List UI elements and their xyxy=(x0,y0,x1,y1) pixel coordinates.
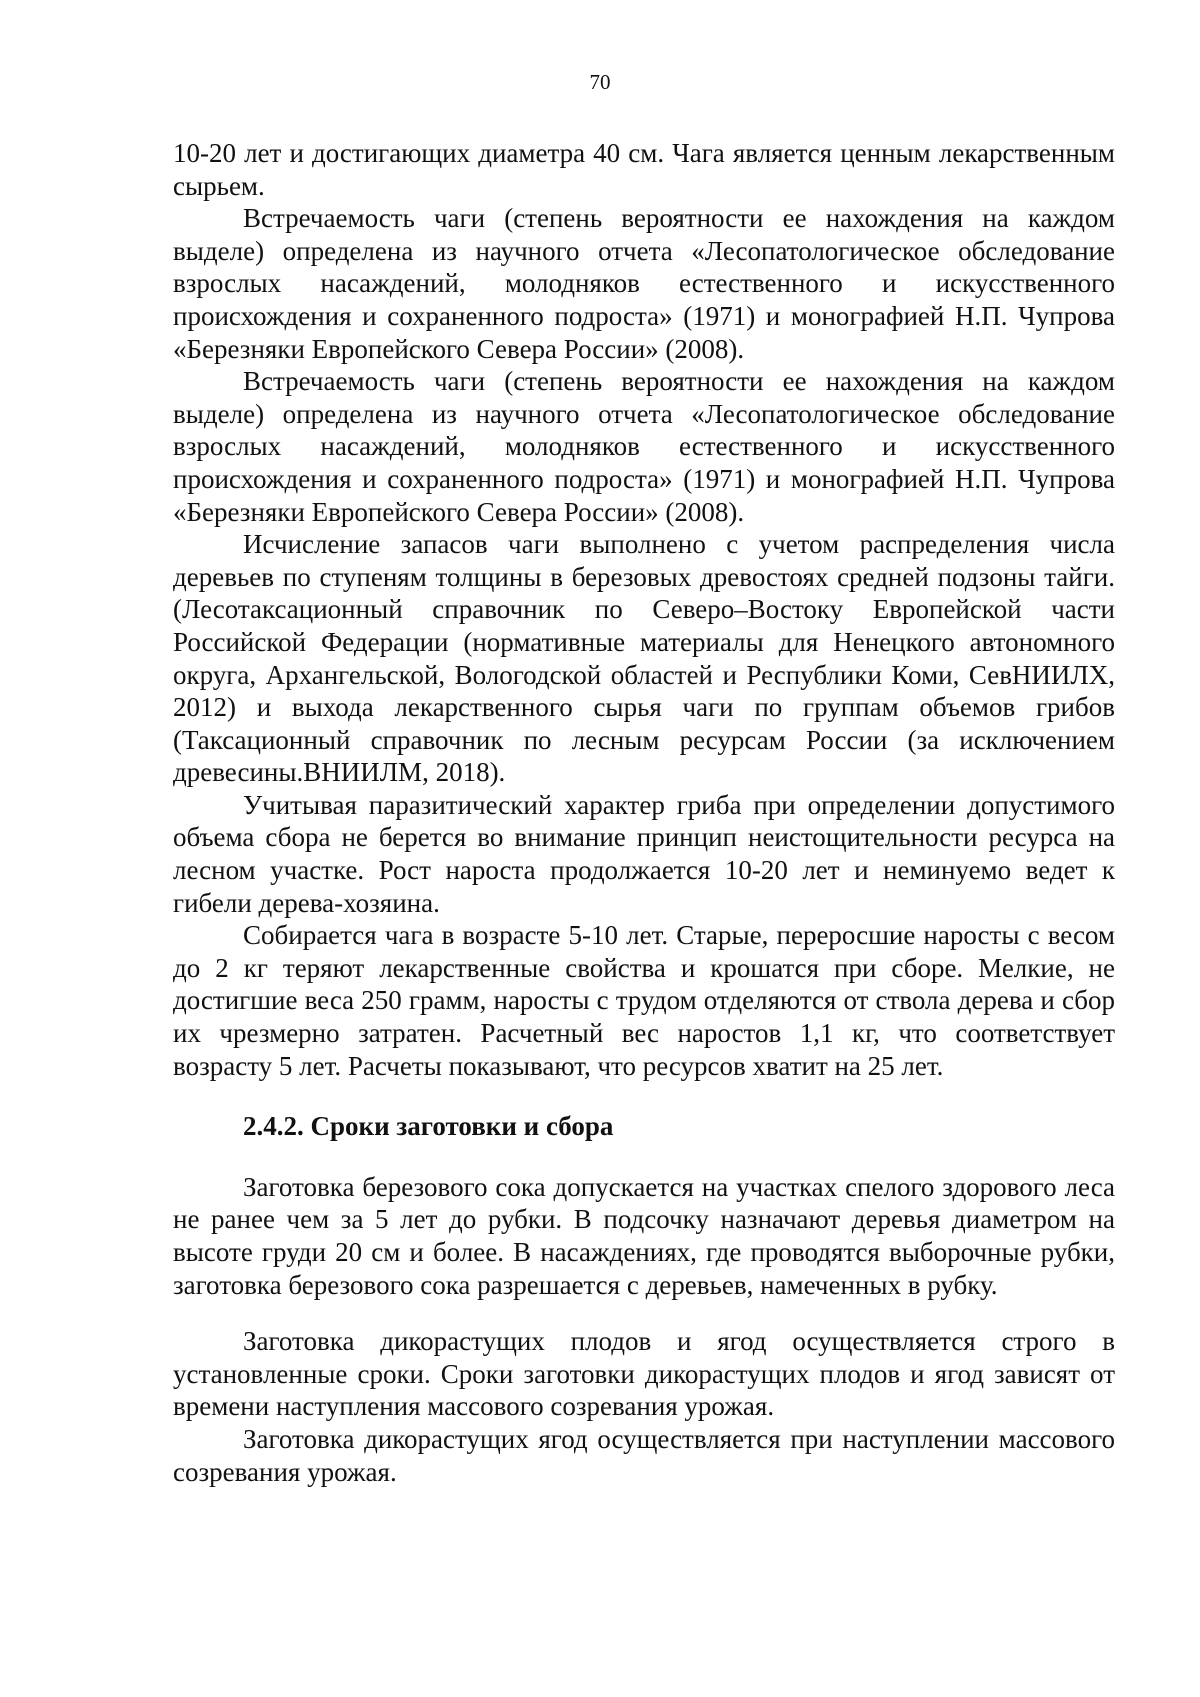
paragraph-parasitic-character: Учитывая паразитический характер гриба при определении допустимого объема сбора не берется во внимание принцип неистощительности ресурса на лесном участке. Рост нароста продолжается 10-20 лет и неминуемо ведет к гибели дерева-хозяина. xyxy=(173,789,1115,918)
paragraph-wild-fruits: Заготовка дикорастущих плодов и ягод осуществляется строго в установленные сроки. Сроки заготовки дикорастущих плодов и ягод зависят от времени наступления массового созревания урожая. xyxy=(173,1326,1115,1422)
paragraph-chaga-occurrence: Встречаемость чаги (степень вероятности ее нахождения на каждом выделе) определена из научного отчета «Лесопатологическое обследование взрослых насаждений, молодняков естественного и искусственного происхождения и сохраненного подроста» (1971) и монографией Н.П. Чупрова «Березняки Европейского Севера России» (2008). xyxy=(173,203,1115,364)
page-number: 70 xyxy=(589,70,611,94)
paragraph-chaga-reserves: Исчисление запасов чаги выполнено с учетом распределения числа деревьев по ступеням толщины в березовых древостоях средней подзоны тайги. (Лесотаксационный справочник по Северо–Востоку Европейской части Российской Федерации (нормативные материалы для Ненецкого автономного округа, Архангельской, Вологодской областей и Республики Коми, СевНИИЛХ, 2012) и выхода лекарственного сырья чаги по группам объемов грибов (Таксационный справочник по лесным ресурсам России (за исключением древесины.ВНИИЛМ, 2018). xyxy=(173,529,1115,788)
paragraph-chaga-collection-age: Собирается чага в возрасте 5-10 лет. Старые, переросшие наросты с весом до 2 кг теряют лекарственные свойства и крошатся при сборе. Мелкие, не достигшие веса 250 грамм, наросты с трудом отделяются от ствола дерева и сбор их чрезмерно затратен. Расчетный вес наростов 1,1 кг, что соответствует возрасту 5 лет. Расчеты показывают, что ресурсов хватит на 25 лет. xyxy=(173,920,1115,1081)
page-content xyxy=(173,137,1115,1488)
section-heading: 2.4.2. Сроки заготовки и сбора xyxy=(243,1111,614,1142)
paragraph-birch-sap: Заготовка березового сока допускается на участках спелого здорового леса не ранее чем за 5 лет до рубки. В подсочку назначают деревья диаметром на высоте груди 20 см и более. В насаждениях, где проводятся выборочные рубки, заготовка березового сока разрешается с деревьев, намеченных в рубку. xyxy=(173,1171,1115,1300)
paragraph-chaga-occurrence-repeat: Встречаемость чаги (степень вероятности ее нахождения на каждом выделе) определена из научного отчета «Лесопатологическое обследование взрослых насаждений, молодняков естественного и искусственного происхождения и сохраненного подроста» (1971) и монографией Н.П. Чупрова «Березняки Европейского Севера России» (2008). xyxy=(173,366,1115,527)
paragraph-wild-berries: Заготовка дикорастущих ягод осуществляется при наступлении массового созревания урожая. xyxy=(173,1423,1115,1487)
paragraph-continuation: 10-20 лет и достигающих диаметра 40 см. Чага является ценным лекарственным сырьем. xyxy=(173,138,1115,201)
